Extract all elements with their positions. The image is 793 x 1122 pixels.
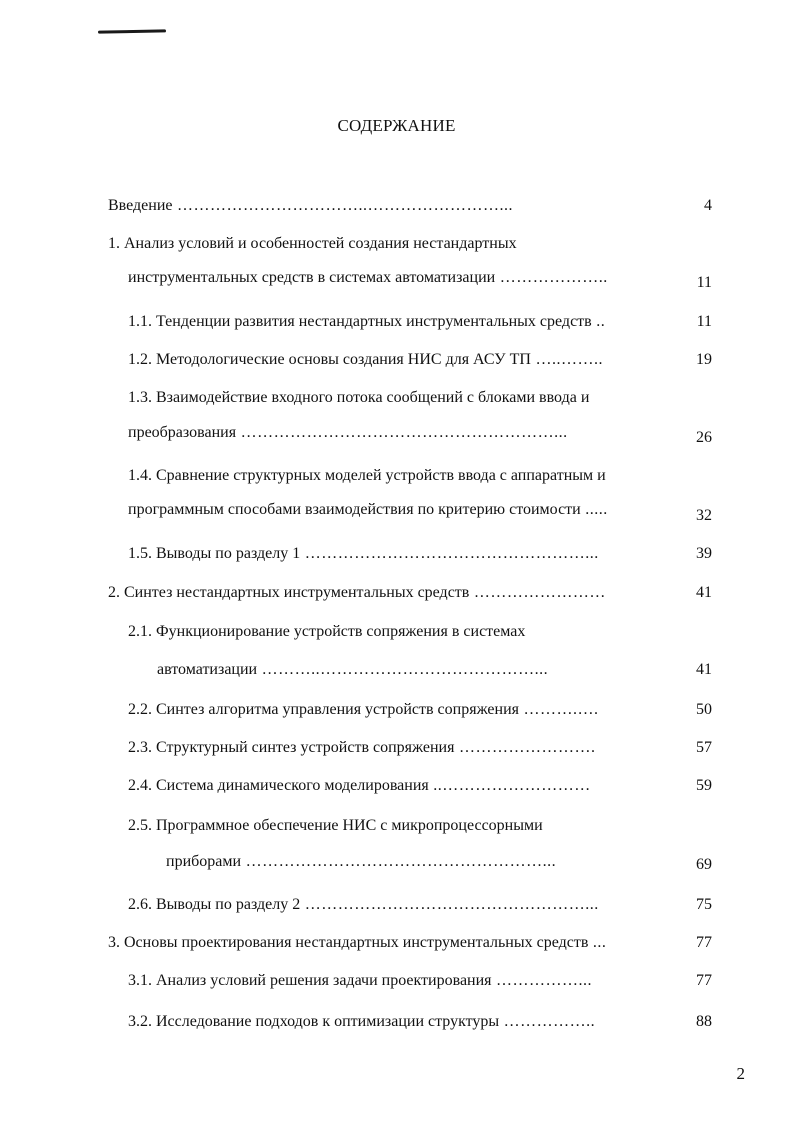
toc-leader: ……………………………………………... [300, 896, 599, 913]
toc-entry-text: 1.5. Выводы по разделу 1 [128, 545, 301, 562]
toc-leader: …………….. [499, 1013, 596, 1030]
scan-artifact-mark [98, 29, 166, 33]
toc-leader: ………..…………………………………... [257, 661, 549, 678]
toc-leader: .. [591, 313, 606, 330]
toc-entry-text: Введение [108, 197, 173, 214]
toc-leader: ……………... [491, 972, 593, 989]
toc-leader: ... [588, 934, 607, 951]
toc-page-number: 4 [704, 197, 712, 214]
page-number: 2 [736, 1064, 745, 1083]
toc-leader: ……………………. [454, 739, 596, 756]
toc-leader: ..... [580, 501, 608, 518]
toc-page-number: 50 [696, 701, 712, 718]
toc-entry-2-4 [128, 776, 591, 796]
toc-entry-text: 2.4. Система динамического моделирования [128, 777, 429, 794]
toc-page-number: 88 [696, 1013, 712, 1030]
toc-entry-1-2 [128, 350, 603, 370]
toc-leader: …………………………………………………... [236, 424, 568, 441]
toc-entry-1-1 [128, 312, 605, 332]
toc-page-number: 77 [696, 934, 712, 951]
toc-leader: ……………….. [495, 269, 608, 286]
toc-leader: …………………… [469, 584, 606, 601]
toc-entry-chapter-1 [128, 268, 608, 288]
toc-leader: ..……………………… [428, 777, 591, 794]
toc-page-number: 39 [696, 545, 712, 562]
toc-page-number: 75 [696, 896, 712, 913]
toc-entry-1-3 [128, 423, 568, 443]
toc-entry-1-4-line1: 1.4. Сравнение структурных моделей устройств ввода с аппаратным и [128, 467, 606, 484]
toc-entry-text: автоматизации [157, 661, 258, 678]
toc-entry-text: 3.2. Исследование подходов к оптимизации структуры [128, 1013, 500, 1030]
toc-entry-1-4 [128, 500, 608, 520]
toc-leader: ………………………………………………... [241, 853, 557, 870]
toc-entry-text: 2.2. Синтез алгоритма управления устройств сопряжения [128, 701, 519, 718]
toc-entry-3-2 [128, 1012, 595, 1032]
toc-entry-text: инструментальных средств в системах автоматизации [128, 269, 496, 286]
toc-page-number: 41 [696, 584, 712, 601]
toc-page-number: 59 [696, 777, 712, 794]
toc-entry-text: программным способами взаимодействия по критерию стоимости [128, 501, 581, 518]
toc-page-number: 77 [696, 972, 712, 989]
toc-entry-2-3 [128, 738, 595, 758]
toc-entry-2-1 [157, 660, 548, 680]
toc-leader: ……………………………..……………………... [172, 197, 513, 214]
toc-entry-2-6 [128, 895, 599, 915]
toc-page-number: 41 [696, 661, 712, 678]
toc-entry-text: 2.6. Выводы по разделу 2 [128, 896, 301, 913]
toc-entry-text: 1.1. Тенденции развития нестандартных инструментальных средств [128, 313, 592, 330]
toc-entry-text: 2.3. Структурный синтез устройств сопряжения [128, 739, 455, 756]
toc-entry-chapter-2 [108, 583, 606, 603]
toc-entry-2-5 [166, 852, 556, 872]
toc-entry-text: 3. Основы проектирования нестандартных инструментальных средств [108, 934, 589, 951]
toc-entry-text: приборами [166, 853, 242, 870]
toc-entry-2-5-line1: 2.5. Программное обеспечение НИС с микропроцессорными [128, 817, 543, 834]
toc-entry-introduction [108, 196, 513, 216]
toc-page-number: 57 [696, 739, 712, 756]
toc-entry-chapter-3 [108, 933, 606, 953]
toc-leader: ……………………………………………... [300, 545, 599, 562]
toc-entry-chapter-1-line1: 1. Анализ условий и особенностей создания нестандартных [108, 235, 517, 252]
toc-page-number: 32 [696, 507, 712, 524]
toc-leader: …..…….. [530, 351, 603, 368]
toc-page-number: 11 [696, 274, 712, 291]
toc-entry-2-1-line1: 2.1. Функционирование устройств сопряжения в системах [128, 623, 526, 640]
toc-page-number: 19 [696, 351, 712, 368]
toc-entry-text: 2. Синтез нестандартных инструментальных средств [108, 584, 470, 601]
toc-entry-1-3-line1: 1.3. Взаимодействие входного потока сообщений с блоками ввода и [128, 389, 590, 406]
toc-entry-2-2 [128, 700, 599, 720]
toc-entry-1-5 [128, 544, 599, 564]
toc-leader: ……….…. [519, 701, 599, 718]
page-title: СОДЕРЖАНИЕ [337, 116, 456, 135]
toc-page-number: 26 [696, 429, 712, 446]
toc-entry-3-1 [128, 971, 592, 991]
toc-entry-text: преобразования [128, 424, 237, 441]
toc-entry-text: 1.2. Методологические основы создания НИС для АСУ ТП [128, 351, 531, 368]
toc-page-number: 69 [696, 856, 712, 873]
toc-entry-text: 3.1. Анализ условий решения задачи проектирования [128, 972, 492, 989]
toc-page-number: 11 [696, 313, 712, 330]
